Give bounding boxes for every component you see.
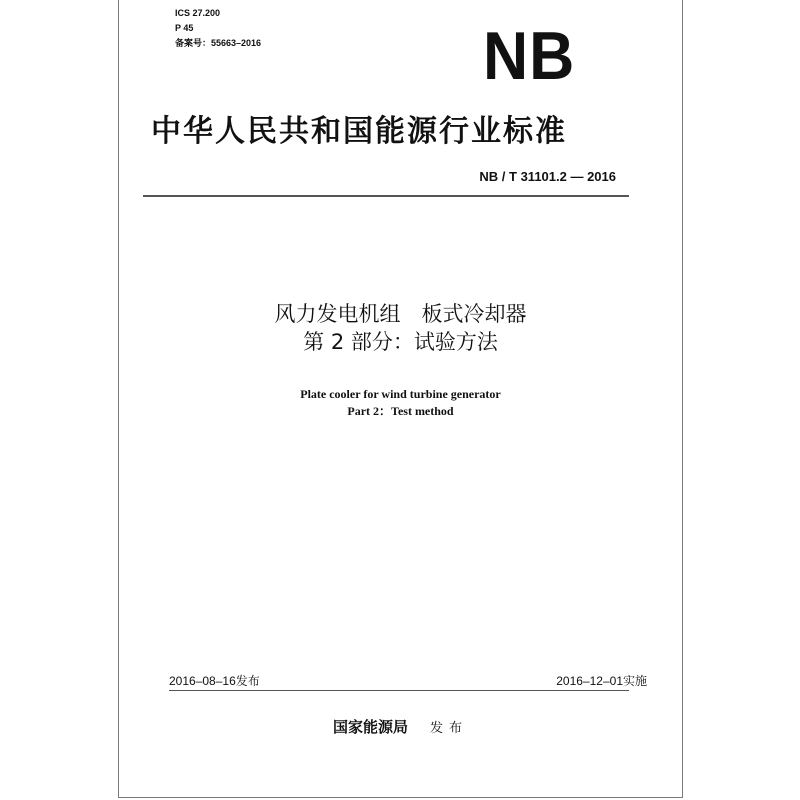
footer-divider <box>169 690 629 691</box>
industry-standard-title: 中华人民共和国能源行业标准 <box>151 114 567 149</box>
issuer-name: 国家能源局 <box>332 718 408 736</box>
nb-logo: NB <box>483 18 576 94</box>
class-code: P 45 <box>175 23 194 33</box>
chinese-title <box>119 300 682 356</box>
issuer-line <box>119 716 682 737</box>
implementation-date: 2016–12–01实施 <box>556 674 647 688</box>
standard-cover-page <box>118 0 683 798</box>
header-divider <box>143 195 629 197</box>
english-title <box>119 386 682 420</box>
classification-block <box>175 6 261 51</box>
english-title-line-1: Plate cooler for wind turbine generator <box>300 387 501 401</box>
chinese-title-line-1: 风力发电机组 板式冷却器 <box>274 302 527 326</box>
standard-number: NB / T 31101.2 — 2016 <box>479 169 616 184</box>
issue-date: 2016–08–16发布 <box>169 674 260 688</box>
ics-code: ICS 27.200 <box>175 8 221 18</box>
record-number: 备案号：55663–2016 <box>175 38 262 48</box>
issuer-action: 发布 <box>430 721 469 736</box>
chinese-title-line-2: 第 2 部分：试验方法 <box>303 330 498 354</box>
english-title-line-2: Part 2：Test method <box>347 404 454 418</box>
